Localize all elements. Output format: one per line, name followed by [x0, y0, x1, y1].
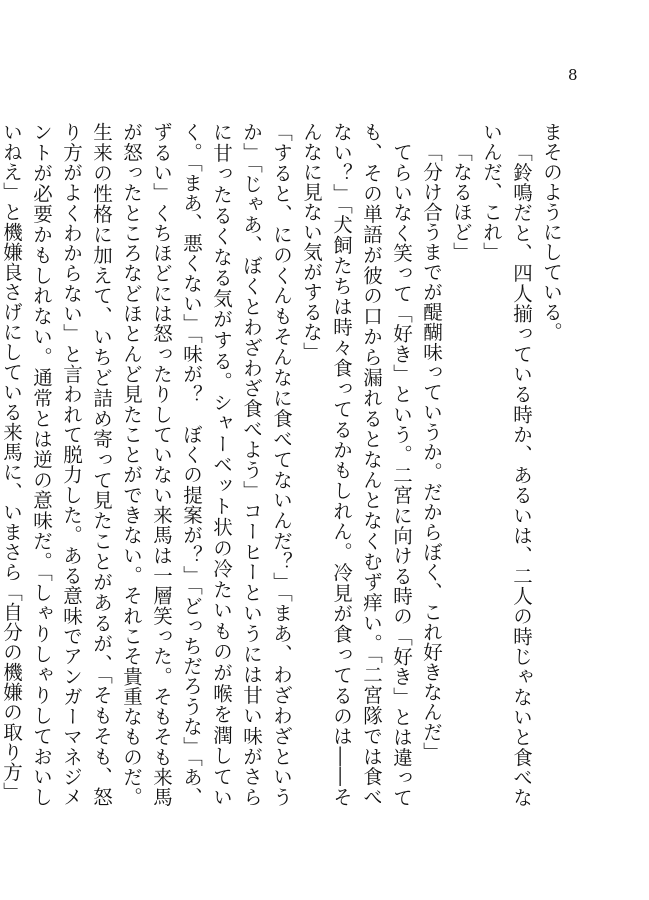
paragraph: 「分け合うまでが醍醐味っていうか。だからぼく、これ好きなんだ」 [420, 141, 443, 762]
paragraph: 「なるほど」 [450, 141, 473, 262]
paragraph: てらいなく笑って「好き」という。二宮に向ける時の「好き」とは違っても、その単語が彼の口から漏れるとなんとなくむず痒い。「二宮隊では食べない？」「犬飼たちは時々食ってるかもしれん。冷見が食ってるのは――そんなに見ない気がするな」 [300, 122, 413, 807]
vertical-text-body [0, 122, 566, 808]
paragraph: 「鈴鳴だと、四人揃っている時か、あるいは、二人の時じゃないと食べないんだ、これ」 [480, 122, 533, 807]
paragraph: まそのようにしている。 [540, 122, 563, 342]
paragraph: 「すると、にのくんもそんなに食べてないんだ？」「まあ、わざわざというか」「じゃあ、ぼくとわざわざ食べよう」コーヒーというには甘い味がさらに甘ったるくなる気がする。シャーベット状の冷たいものが喉を潤していく。「まあ、悪くない」「味が？ ぼくの提案が？」「どっちだろうな」「あ、ずるい」くちほどには怒ったりしていない来馬は一層笑った。そもそも来馬が怒ったところなどほとんど見たことができない。それこそ貴重なものだ。生来の性格に加えて、いちど詰め寄って見たことがあるが、「そもそも、怒り方がよくわからない」と言われて脱力した。ある意味でアンガーマネジメントが必要かもしれない。通常とは逆の意味だ。「しゃりしゃりしておいしいねえ」と機嫌良さげにしている来馬に、いまさら「自分の機嫌の取り方」 [0, 122, 293, 808]
page-number: 8 [568, 66, 578, 84]
